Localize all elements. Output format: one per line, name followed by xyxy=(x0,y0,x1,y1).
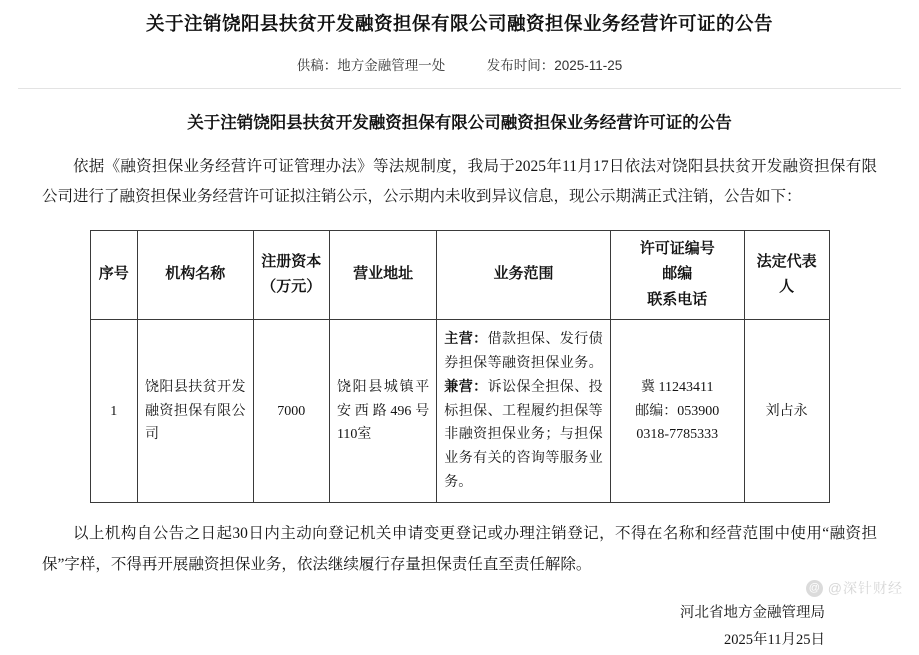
cell-rep: 刘占永 xyxy=(744,320,829,503)
watermark-badge-icon: @ xyxy=(806,580,823,597)
cell-seq: 1 xyxy=(90,320,137,503)
watermark-text: @深针财经 xyxy=(827,580,903,596)
source-label: 供稿： xyxy=(296,57,338,73)
cell-org: 饶阳县扶贫开发融资担保有限公司 xyxy=(137,320,253,503)
publish-label: 发布时间： xyxy=(486,57,555,73)
source-value: 地方金融管理一处 xyxy=(337,57,446,73)
cell-address: 饶阳县城镇平安西路496号110室 xyxy=(329,320,436,503)
license-number: 冀 11243411 xyxy=(641,379,714,395)
scope-main-label: 主营： xyxy=(444,332,488,348)
column-header-address: 营业地址 xyxy=(329,230,436,320)
column-header-scope: 业务范围 xyxy=(437,230,610,320)
announcement-heading: 关于注销饶阳县扶贫开发融资担保有限公司融资担保业务经营许可证的公告 xyxy=(187,112,732,132)
column-header-org: 机构名称 xyxy=(137,230,253,320)
watermark xyxy=(806,578,903,598)
scope-main-text: 借款担保、发行债券担保等融资担保业务。 xyxy=(444,332,603,371)
column-header-license-line2: 邮编 xyxy=(662,266,693,283)
signature-date: 2025年11月25日 xyxy=(724,632,825,649)
document-content xyxy=(0,111,919,655)
cell-license xyxy=(610,320,744,503)
signature-issuer: 河北省地方金融管理局 xyxy=(680,604,825,621)
table-body xyxy=(90,320,829,503)
publish-value: 2025-11-25 xyxy=(554,57,623,73)
table-header-row xyxy=(90,230,829,320)
column-header-license xyxy=(610,230,744,320)
column-header-rep: 法定代表人 xyxy=(744,230,829,320)
signature-block xyxy=(42,600,877,655)
column-header-license-line1: 许可证编号 xyxy=(639,240,715,257)
table-header xyxy=(90,230,829,320)
column-header-seq: 序号 xyxy=(90,230,137,320)
header-divider xyxy=(18,88,901,89)
license-postcode: 邮编：053900 xyxy=(635,403,720,419)
page-title: 关于注销饶阳县扶贫开发融资担保有限公司融资担保业务经营许可证的公告 xyxy=(145,15,773,35)
paragraph-intro: 依据《融资担保业务经营许可证管理办法》等法规制度，我局于2025年11月17日依法对饶阳县扶贫开发融资担保有限公司进行了融资担保业务经营许可证拟注销公示，公示期内未收到异议信息，现公示期满正式注销，公告如下： xyxy=(42,157,877,205)
scope-sub-text: 诉讼保全担保、投标担保、工程履约担保等非融资担保业务；与担保业务有关的咨询等服务业务。 xyxy=(444,379,603,490)
institution-table xyxy=(90,230,830,504)
cell-capital: 7000 xyxy=(253,320,329,503)
column-header-license-line3: 联系电话 xyxy=(647,291,708,308)
cell-scope xyxy=(437,320,610,503)
paragraph-conclusion: 以上机构自公告之日起30日内主动向登记机关申请变更登记或办理注销登记，不得在名称和经营范围中使用“融资担保”字样，不得再开展融资担保业务，依法继续履行存量担保责任直至责任解除。 xyxy=(42,525,877,573)
license-phone: 0318-7785333 xyxy=(636,427,719,443)
table-row xyxy=(90,320,829,503)
column-header-capital: 注册资本（万元） xyxy=(253,230,329,320)
scope-sub-label: 兼营： xyxy=(444,379,488,395)
document-meta xyxy=(0,54,919,74)
